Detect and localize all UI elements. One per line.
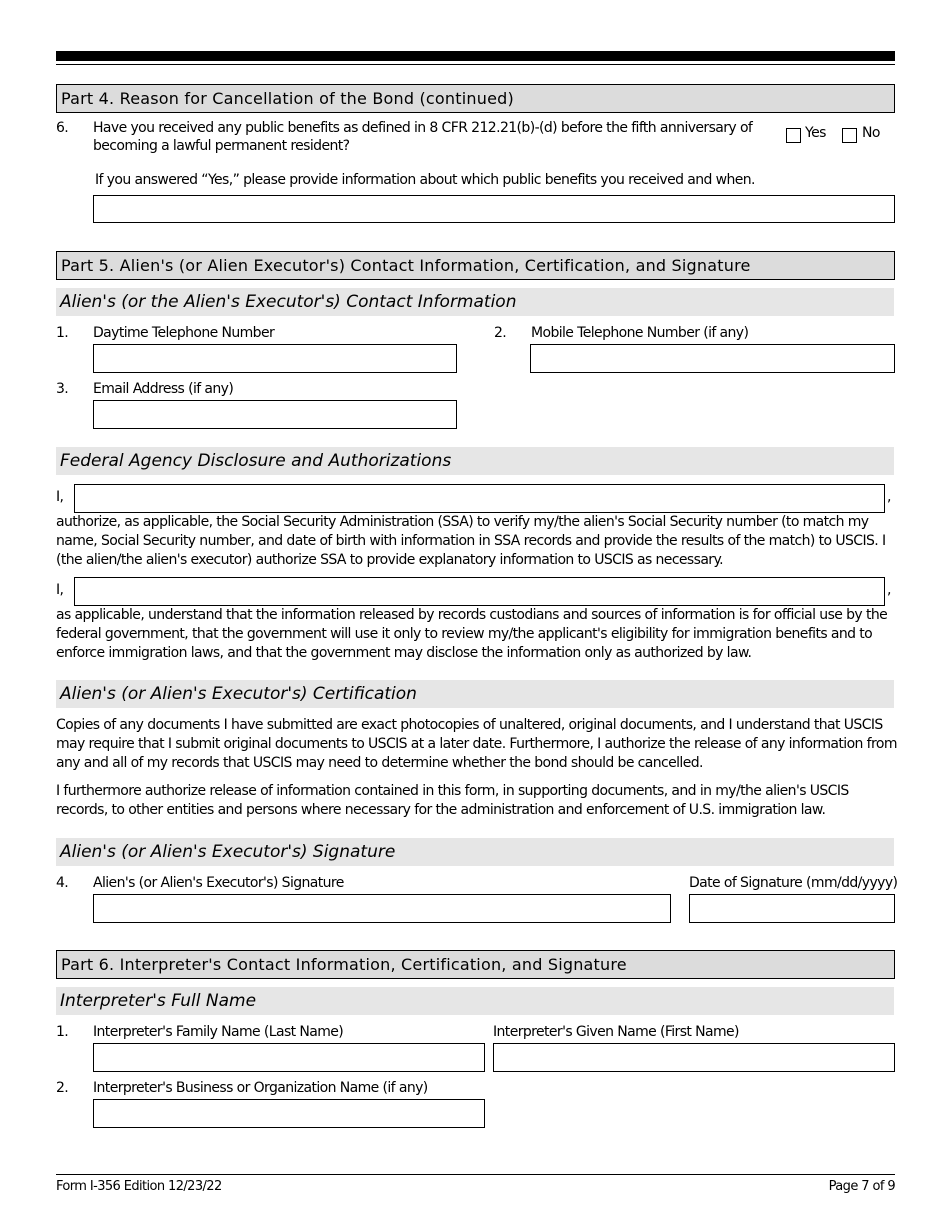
daytime-phone-field[interactable] bbox=[93, 344, 457, 373]
top-rule-thin bbox=[56, 64, 895, 65]
records-i-label: I, bbox=[56, 582, 64, 598]
public-benefits-field[interactable] bbox=[93, 195, 895, 223]
q6-yes-label: Yes bbox=[805, 125, 826, 141]
daytime-phone-label: Daytime Telephone Number bbox=[93, 325, 275, 341]
ssa-authorization-text: authorize, as applicable, the Social Security Administration (SSA) to verify my/the alien's Social Security number (to match my name, Social Security number, and date of birth with information in SSA records and provide the results of the match) to USCIS. I (the alien/the alien's executor) authorize SSA to provide explanatory information to USCIS as necessary. bbox=[56, 514, 886, 568]
part4-heading: Part 4. Reason for Cancellation of the Bond (continued) bbox=[56, 84, 895, 113]
interpreter-given-name-label: Interpreter's Given Name (First Name) bbox=[493, 1024, 739, 1040]
signature-date-field[interactable] bbox=[689, 894, 895, 923]
ssa-authorizer-name-field[interactable] bbox=[74, 484, 885, 513]
part6-heading: Part 6. Interpreter's Contact Information, Certification, and Signature bbox=[56, 950, 895, 979]
q6-no-label: No bbox=[862, 125, 880, 141]
q6-number: 6. bbox=[56, 120, 69, 136]
records-authorizer-name-field[interactable] bbox=[74, 577, 885, 606]
certification-para-2: I furthermore authorize release of information contained in this form, in supporting documents, and in my/the alien's USCIS records, to other entities and persons where necessary for the administration and enforcement of U.S. immigration law. bbox=[56, 783, 849, 818]
q6-yes-checkbox[interactable] bbox=[786, 128, 801, 143]
certification-para-1: Copies of any documents I have submitted are exact photocopies of unaltered, original documents, and I understand that USCIS may require that I submit original documents to USCIS at a later date. Furthermore, I authorize the release of any information from any and all of my records that USCIS may need to determine whether the bond should be cancelled. bbox=[56, 717, 897, 771]
signature-heading: Alien's (or Alien's Executor's) Signature bbox=[56, 838, 894, 866]
signature-label: Alien's (or Alien's Executor's) Signature bbox=[93, 875, 344, 891]
footer-rule bbox=[56, 1174, 895, 1175]
interpreter-given-name-field[interactable] bbox=[493, 1043, 895, 1072]
q6-no-checkbox[interactable] bbox=[842, 128, 857, 143]
q2-number: 2. bbox=[494, 325, 507, 341]
signature-field[interactable] bbox=[93, 894, 671, 923]
q6-question: Have you received any public benefits as defined in 8 CFR 212.21(b)-(d) before the fifth anniversary of becoming a lawful permanent resident? bbox=[93, 120, 753, 154]
interpreter-family-name-field[interactable] bbox=[93, 1043, 485, 1072]
p6-q1-number: 1. bbox=[56, 1024, 69, 1040]
records-disclosure-text: as applicable, understand that the information released by records custodians and sources of information is for official use by the federal government, that the government will use it only to review my/the applicant's eligibility for immigration benefits and to enforce immigration laws, and that the government may disclose the information only as authorized by law. bbox=[56, 607, 888, 661]
p6-q2-number: 2. bbox=[56, 1080, 69, 1096]
footer-form-id: Form I-356 Edition 12/23/22 bbox=[56, 1179, 222, 1194]
ssa-comma: , bbox=[887, 489, 891, 505]
certification-heading: Alien's (or Alien's Executor's) Certification bbox=[56, 680, 894, 708]
email-field[interactable] bbox=[93, 400, 457, 429]
interpreter-org-field[interactable] bbox=[93, 1099, 485, 1128]
q1-number: 1. bbox=[56, 325, 69, 341]
interpreter-org-label: Interpreter's Business or Organization Name (if any) bbox=[93, 1080, 428, 1096]
records-comma: , bbox=[887, 582, 891, 598]
footer-page-number: Page 7 of 9 bbox=[828, 1179, 895, 1194]
interpreter-family-name-label: Interpreter's Family Name (Last Name) bbox=[93, 1024, 344, 1040]
q4-number: 4. bbox=[56, 875, 69, 891]
interpreter-name-heading: Interpreter's Full Name bbox=[56, 987, 894, 1015]
top-rule-thick bbox=[56, 51, 895, 61]
contact-info-heading: Alien's (or the Alien's Executor's) Contact Information bbox=[56, 288, 894, 316]
part5-heading: Part 5. Alien's (or Alien Executor's) Contact Information, Certification, and Signature bbox=[56, 251, 895, 280]
signature-date-label: Date of Signature (mm/dd/yyyy) bbox=[689, 875, 898, 891]
mobile-phone-label: Mobile Telephone Number (if any) bbox=[531, 325, 749, 341]
q3-number: 3. bbox=[56, 381, 69, 397]
email-label: Email Address (if any) bbox=[93, 381, 234, 397]
ssa-i-label: I, bbox=[56, 489, 64, 505]
disclosure-heading: Federal Agency Disclosure and Authorizations bbox=[56, 447, 894, 475]
q6-followup-text: If you answered “Yes,” please provide information about which public benefits you received and when. bbox=[95, 172, 755, 188]
mobile-phone-field[interactable] bbox=[530, 344, 895, 373]
